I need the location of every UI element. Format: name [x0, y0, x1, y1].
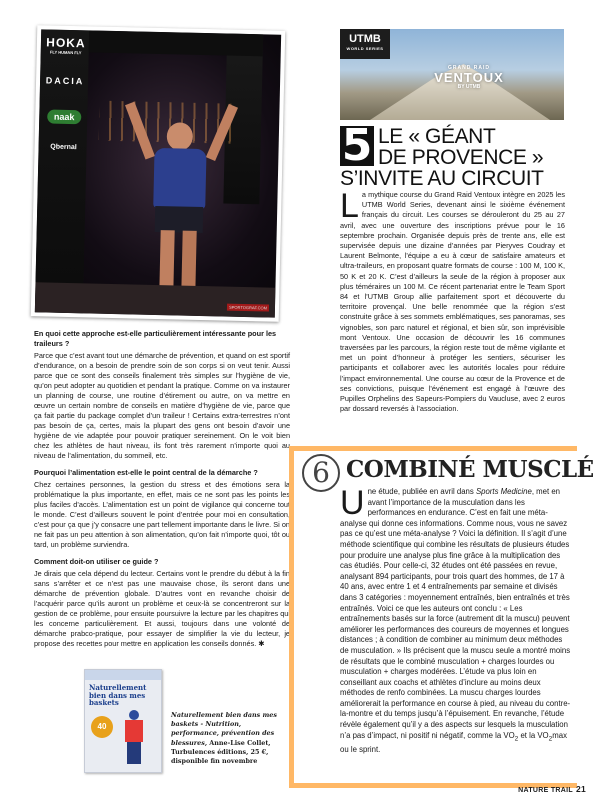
runner-photo: [35, 29, 281, 317]
article-body: [340, 187, 565, 414]
book-cover-runner-illustration: [121, 710, 147, 764]
illustration-head: [129, 710, 139, 720]
ground: [35, 282, 276, 317]
sponsor-logo-qbernal: Qbernal: [50, 143, 77, 152]
utmb-logo-text: UTMB: [349, 33, 381, 45]
runner-torso: [153, 148, 206, 209]
runner-photo-frame: [31, 25, 286, 322]
illustration-body: [125, 720, 143, 742]
interview-question: Comment doit-on utiliser ce guide ?: [34, 557, 159, 566]
photo-credit: SPORTOGRAF.COM: [227, 304, 269, 312]
book-caption: [171, 711, 281, 766]
runner-shorts: [155, 206, 204, 233]
sponsor-logo-hoka: HOKA: [46, 35, 86, 51]
headline-line: LE « GÉANT: [378, 125, 496, 148]
interview-answer: Parce que c’est avant tout une démarche de prévention, et quand on est sportif d’endurance, on a besoin de prendre soin de son corps si on veut tenir. Aussi parce que ce sont des conseils finalement très simples sur l’hygiène de vie, qu’on peut adopter au quotidien et pendant la pratique. Comme on va instaurer un planning de course, une routine d’étirement ou autre, on va mettre en œuvre un certain nombre de conseils en matière d’hygiène de vie, parce que ça fait partie du package complet d’un traileur ! Certains extra-terrestres n’ont pas besoin de ça, certes, mais la plupart des gens ont besoin d’avoir une hygiène de vie adaptée pour pouvoir pratiquer sereinement. On le voit bien chez les athlètes de haut niveau, ils font très rarement n’importe quoi au niveau de l’alimentation, du sommeil, etc.: [34, 351, 290, 460]
book-cover: [84, 669, 162, 773]
event-logo-line1: GRAND RAID: [448, 65, 490, 71]
headline-line: DE PROVENCE »: [378, 146, 544, 169]
article-number: 5: [341, 120, 373, 171]
book-cover-band: [85, 670, 161, 680]
page-footer: [518, 784, 586, 794]
book-caption-details: Anne-Lise Collet, Turbulences éditions, 25 €, disponible fin novembre: [171, 738, 271, 766]
article-number: 6: [302, 454, 340, 492]
drop-cap: U: [340, 484, 365, 522]
grand-raid-ventoux-banner: [340, 29, 564, 120]
subscript: 2: [514, 735, 519, 743]
drop-cap: L: [340, 187, 359, 225]
finish-banner: [89, 30, 263, 56]
interview-question: En quoi cette approche est-elle particulièrement intéressante pour les traileurs ?: [34, 329, 277, 348]
utmb-logo: [340, 29, 390, 59]
sponsor-logo-naak: naak: [47, 109, 81, 124]
interview-column: [34, 329, 290, 649]
utmb-logo-sub: WORLD SERIES: [346, 46, 384, 51]
event-logo: [414, 65, 524, 90]
runner-head: [167, 122, 194, 151]
article-text: ne étude, publiée en avril dans: [367, 487, 476, 496]
article-body: [340, 484, 572, 755]
interview-answer: Je dirais que cela dépend du lecteur. Certains vont le prendre du début à la fin sans s’arrêter et ce n’est pas une mauvaise chose, ils seront dans une démarche de prévention globale. D’autres vont en revanche choisir de l’acquérir parce qu’ils auront un problème et ceux-là se concentreront sur la gestion de ce problème, pour ensuite poursuivre la lecture par les chapitres qui les concerne particulièrement. Et aussi, toujours dans une volonté de démarche prabco-pratique, pour essayer de simplifier la vie du lecteur, je propose des recettes pour mettre en application les conseils donnés. ✱: [34, 569, 290, 648]
event-logo-line3: BY UTMB: [457, 84, 481, 90]
illustration-legs: [127, 742, 141, 764]
interview-answer: Chez certaines personnes, la gestion du stress et des émotions sera la problématique la plus importante, en effet, mais ce ne sont pas les points les plus faciles d’accès. L’alimentation est un point de vigilance qui concerne tout le monde. C’est d’ailleurs souvent le point d’entrée pour moi en consultation, c’est pour ça que j’y consacre une part tellement importante dans le livre. Si on ne fait pas un peu attention à son alimentation, qu’on fait n’importe quoi, tôt ou tard, un problème surviendra.: [34, 480, 290, 549]
sponsor-tagline: FLY HUMAN FLY: [49, 49, 82, 56]
page-number: 21: [575, 784, 586, 794]
book-caption-title: Naturellement bien dans mes baskets - Nutrition, performance, prévention des blessures,: [171, 711, 277, 747]
article-text: , met en avant l’importance de la musculation dans les performances en endurance. C’est en fait une méta-analyse qui donne ces informations. Comme nous, vous ne savez pas ce qu’est une méta-analyse ? Voici la définition. Il s’agit d’une méthode scientifique qui combine les résultats de plusieurs études pour produire une analyse plus fine grâce à la multiplication des cas étudiés. Pour celle-ci, 32 études ont été passées en revue, analysant 894 participants, pour trois quart des hommes, de 17 à 40 ans, avec entre 1 et 4 entraînements par semaine et divisés dans 3 catégories : moyennement entraînés, bien entraînés et très entraînés. Voici ce que les auteurs ont conclu : « Les entraînements basés sur la force (autrement dit la muscu) peuvent améliorer les performances des coureurs de moyennes et longues distances ; à condition de combiner au minimum deux méthodes de musculation. » Ils précisent que la muscu seule a montré moins de résultats que le combiné musculation + charges lourdes ou musculation + charges modérées. L’étude va plus loin en conseillant aux coachs et athlètes d’inclure au moins deux méthodes de renfo combinées. La muscu charges lourdes améliorerait la performance en course à pied, au niveau du contre-la-montre et du temps jusqu’à l’épuisement. En revanche, l’étude révèle également qu’il y a des aspects sur lesquels la musculation n’a pas d’impact, ni positif ni négatif, comme la VO: [340, 487, 571, 740]
book-cover-badge: 40: [91, 716, 113, 738]
journal-name: Sports Medicine: [475, 487, 532, 496]
finish-arch-left: [35, 29, 89, 313]
headline-line: S’INVITE AU CIRCUIT: [340, 167, 544, 190]
subscript: 2: [548, 735, 553, 743]
magazine-name: NATURE TRAIL: [518, 787, 573, 794]
article-text: et la VO: [518, 730, 549, 740]
article-text: max ou le sprint.: [340, 730, 567, 754]
interview-question: Pourquoi l’alimentation est-elle le point central de la démarche ?: [34, 468, 258, 477]
article-headline: COMBINÉ MUSCLÉ: [346, 456, 594, 483]
sponsor-logo-dacia: DACIA: [45, 75, 85, 87]
book-cover-title: Naturellement bien dans mes baskets: [89, 683, 147, 708]
event-logo-line2: VENTOUX: [434, 70, 504, 85]
article-text: a mythique course du Grand Raid Ventoux intègre en 2025 les UTMB World Series, devenant ainsi le sixième événement français du circuit. Les courses se dérouleront du 25 au 27 avril, avec une ouverture des inscriptions prévue pour le 16 septembre prochain. Organisée depuis près de trente ans, elle est supervisée depuis une dizaine d’années par Pieryves Coudray et Laurent Belmonte, l’équipe a eu à cœur de satisfaire amateurs et ultra-traileurs, en proposant quatre formats de course : 100 M, 100 K, 50 K et 20 K. C’est d’ailleurs la seule de la région à proposer aux plus téméraires un 100 M. Ce récent partenariat entre le Team Sport 84 et l’UTMB Group allie parfaitement sport et découverte du territoire provençal. Une belle renommée que la région s’est construite grâce à ses sommets emblématiques, ses panoramas, ses vignobles, son parc naturel et régional, et bien sûr, son imprévisible mont Ventoux. Une occasion de découvrir les 16 communes traversées par les parcours, la région reste tout de même vigilante et met un point d’honneur à protéger les sentiers, sécuriser les participants et collaborer avec les autorités locales pour réduire l’impact environnemental. Une course au cœur de la Provence et de ses convictions, puisque l’événement est engagé à l’œuvre des Pupilles Orphelins des Sapeurs-Pompiers du Vaucluse, avec 2 euros par dossard reversés à l’association.: [340, 190, 565, 414]
article-headline: [340, 125, 588, 190]
